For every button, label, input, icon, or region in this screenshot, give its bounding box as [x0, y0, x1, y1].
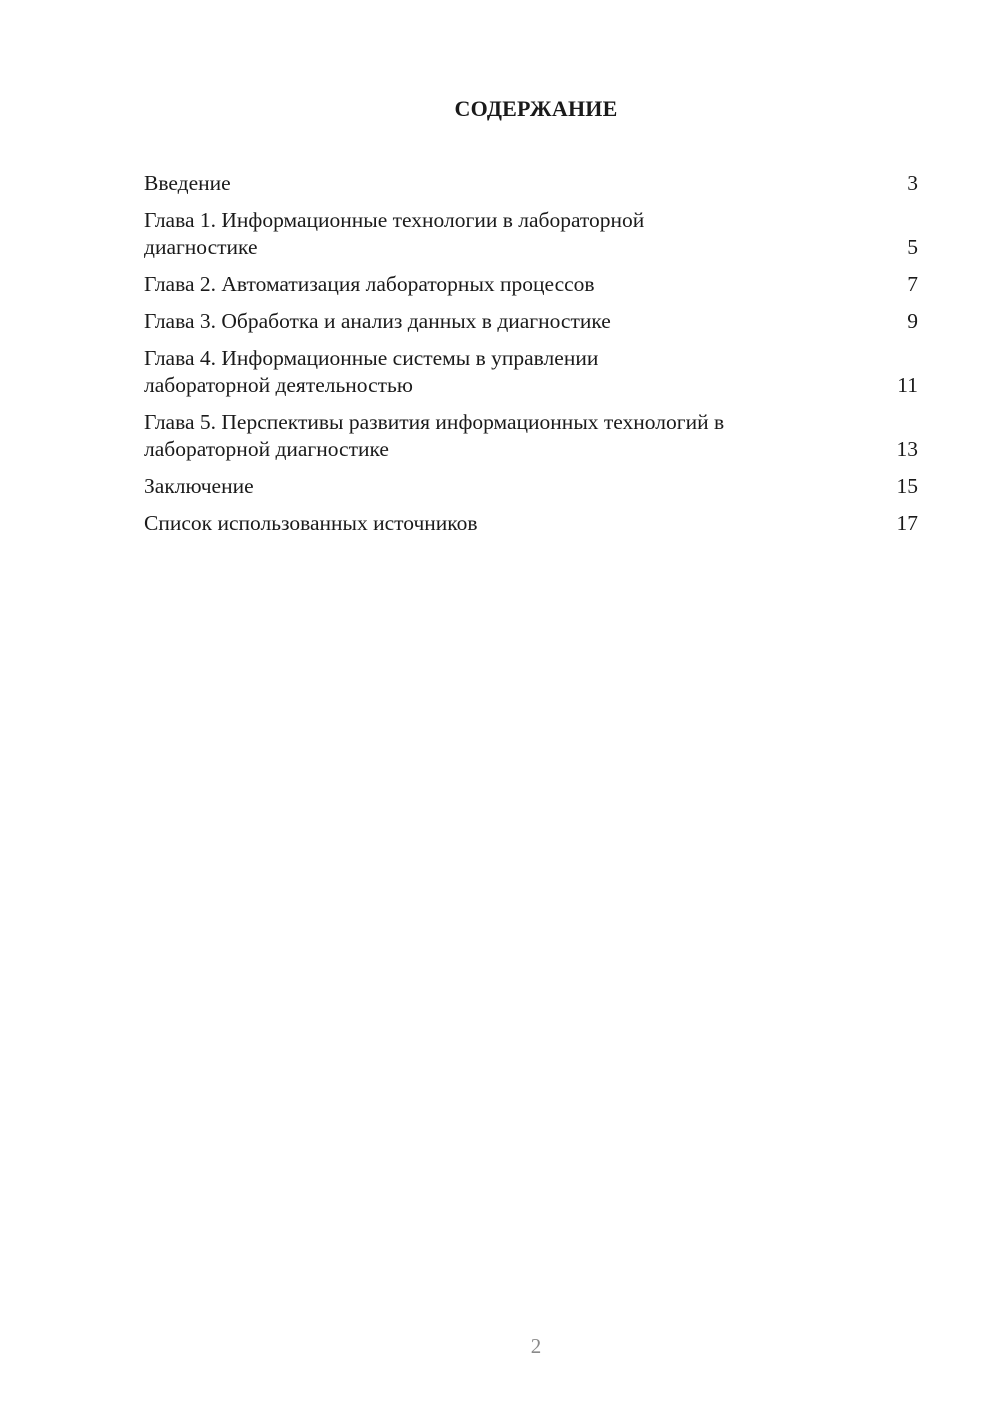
toc-entry-chapter-2[interactable] [144, 271, 918, 298]
toc-entry-chapter-5[interactable] [144, 409, 918, 463]
toc-entry-page: 5 [907, 235, 918, 259]
toc-entry-title: Глава 4. Информационные системы в управлении лабораторной деятельностью [144, 346, 599, 397]
toc-entry-references[interactable] [144, 510, 918, 537]
table-of-contents [144, 170, 918, 547]
toc-entry-chapter-3[interactable] [144, 308, 918, 335]
toc-entry-title: Глава 2. Автоматизация лабораторных процессов [144, 272, 595, 296]
toc-entry-page: 17 [896, 511, 918, 535]
toc-entry-page: 9 [907, 309, 918, 333]
toc-entry-introduction[interactable] [144, 170, 918, 197]
page-number: 2 [530, 1334, 542, 1358]
toc-entry-title: Глава 1. Информационные технологии в лабораторной диагностике [144, 208, 645, 259]
toc-entry-page: 11 [897, 373, 918, 397]
toc-entry-title: Заключение [144, 474, 254, 498]
toc-entry-title: Глава 3. Обработка и анализ данных в диагностике [144, 309, 611, 333]
toc-entry-title: Введение [144, 171, 231, 195]
toc-entry-conclusion[interactable] [144, 473, 918, 500]
toc-entry-title: Глава 5. Перспективы развития информационных технологий в лабораторной диагностике [144, 410, 725, 461]
toc-entry-title: Список использованных источников [144, 511, 478, 535]
toc-entry-chapter-4[interactable] [144, 345, 918, 399]
toc-entry-page: 13 [896, 437, 918, 461]
page-title: СОДЕРЖАНИЕ [454, 96, 618, 121]
toc-entry-page: 7 [907, 272, 918, 296]
toc-entry-chapter-1[interactable] [144, 207, 918, 261]
toc-entry-page: 3 [907, 171, 918, 195]
toc-entry-page: 15 [896, 474, 918, 498]
